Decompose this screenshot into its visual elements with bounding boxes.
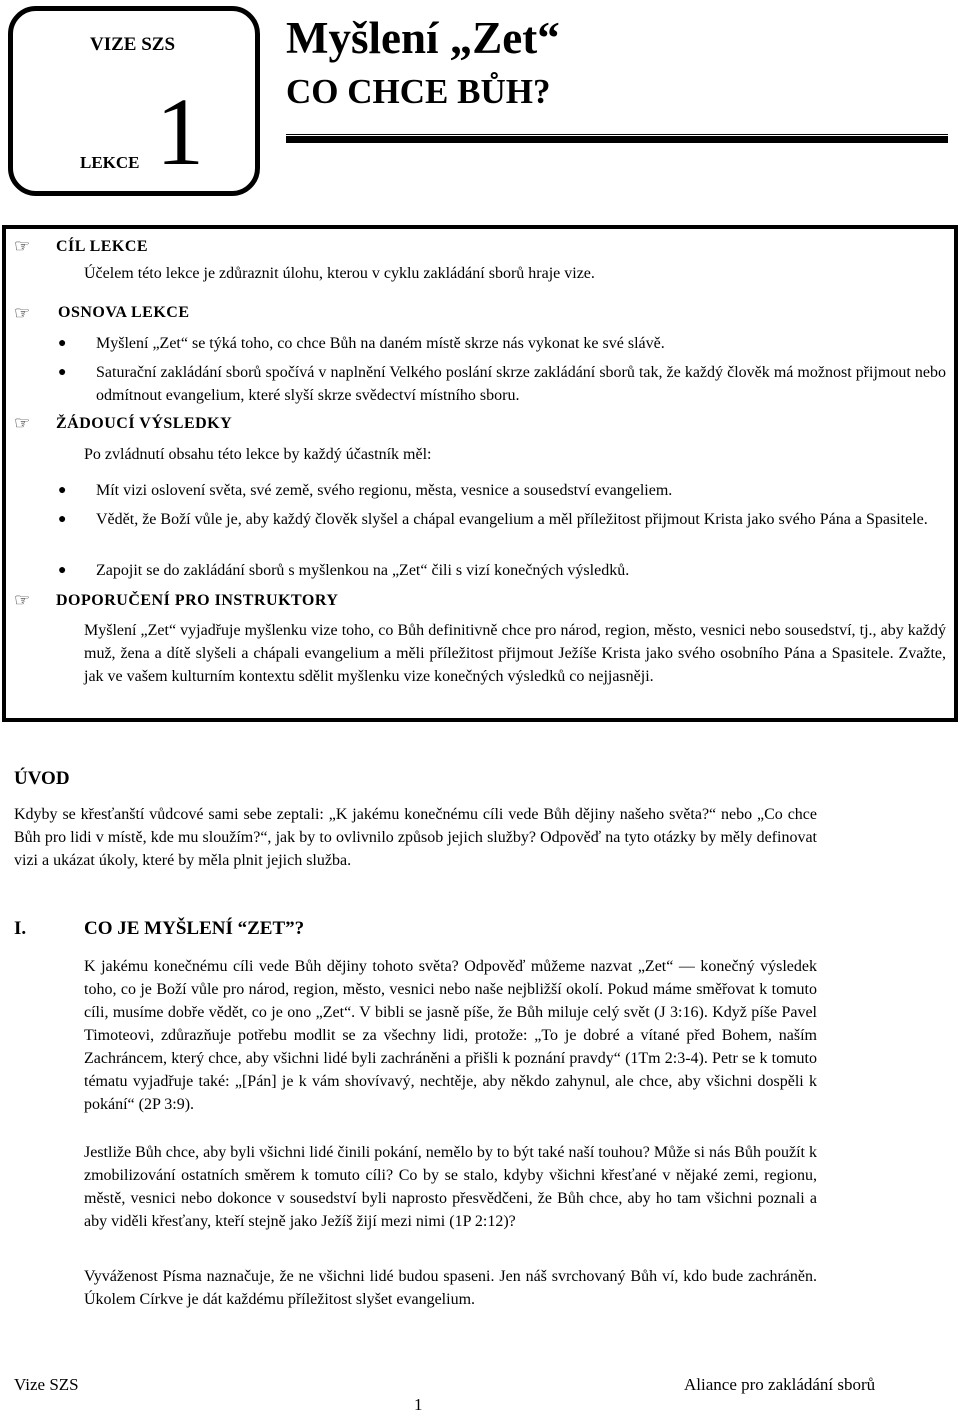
section-number: I. xyxy=(14,918,27,939)
outline-bullet-2: Saturační zakládání sborů spočívá v naplnění Velkého poslání skrze zakládání sborů tak, že každý člověk má možnost přijmout nebo odmítnout evangelium, které slyší skrze svědectví místního sboru. xyxy=(96,364,946,404)
recommendations-text: Myšlení „Zet“ vyjadřuje myšlenku vize toho, co Bůh definitivně chce pro národ, region, město, vesnici nebo sousedství, tj., aby každý muž, žena a dítě slyšeli a chápali evangelium a měli příležitost přijmout Ježíše Krista jako svého osobního Pána a Spasitele. Zvažte, jak ve vašem kulturním kontextu sdělit myšlenku vize konečných výsledků co nejjasněji. xyxy=(84,622,946,685)
title-rule-thick xyxy=(286,136,948,143)
pointing-hand-icon: ☞ xyxy=(14,303,31,323)
recommendations-heading: DOPORUČENÍ PRO INSTRUKTORY xyxy=(56,592,339,609)
section-heading: CO JE MYŠLENÍ “ZET”? xyxy=(84,918,305,939)
outcomes-intro: Po zvládnutí obsahu této lekce by každý účastník měl: xyxy=(84,446,432,463)
page-title: Myšlení „Zet“ xyxy=(286,13,560,63)
section-paragraph-2: Jestliže Bůh chce, aby byli všichni lidé činili pokání, nemělo by to být také naší touhou? Může si nás Bůh použít k zmobilizování ostatních směrem k tomuto cíli? Co by se stalo, kdyby všichni křesťané v nějaké zemi, regionu, městě, vesnici nebo dokonce v sousedství byli naprosto přesvědčeni, že Bůh chce, aby ho tam všichni poznali a aby viděli křesťany, kteří stejně jako Ježíš žijí mezi nimi (1P 2:12)? xyxy=(84,1144,817,1230)
footer-left: Vize SZS xyxy=(14,1375,79,1394)
page-subtitle: CO CHCE BŮH? xyxy=(286,72,551,111)
goal-text: Účelem této lekce je zdůraznit úlohu, kterou v cyklu zakládání sborů hraje vize. xyxy=(84,265,595,282)
lesson-number: 1 xyxy=(156,78,204,185)
outcome-bullet-1: Mít vizi oslovení světa, své země, svého regionu, města, vesnice a sousedství evangeliem. xyxy=(96,482,673,499)
pointing-hand-icon: ☞ xyxy=(14,236,31,256)
section-paragraph-1: K jakému konečnému cíli vede Bůh dějiny tohoto světa? Odpověď můžeme nazvat „Zet“ — konečný výsledek toho, co je Boží vůle pro národ, region, město, vesnici nebo naše nejbližší okolí. Pokud máme směřovat k tomuto cíli, musíme dobře vědět, co je ono „Zet“. V bibli se jasně píše, že Bůh miluje celý svět (J 3:16). Když píše Pavel Timoteovi, zdůrazňuje potřebu modlit se za všechny lidi, protože: „To je dobré a vítané před Bohem, naším Zachráncem, který chce, aby všichni lidé byli zachráněni a přišli k poznání pravdy“ (1Tm 2:3-4). Petr se k tomuto tématu vyjadřuje také: „[Pán] je k vám shovívavý, nechtěje, aby někdo zahynul, ale chce, aby všichni dospěli k pokání“ (2P 3:9). xyxy=(84,958,817,1113)
series-name: VIZE SZS xyxy=(90,34,176,55)
bullet-icon: ● xyxy=(58,365,67,380)
title-rule-thin xyxy=(286,134,948,135)
lesson-label: LEKCE xyxy=(80,153,140,172)
outline-bullet-1: Myšlení „Zet“ se týká toho, co chce Bůh na daném místě skrze nás vykonat ke své slávě. xyxy=(96,335,665,352)
footer-right: Aliance pro zakládání sborů xyxy=(684,1375,876,1394)
outcomes-heading: ŽÁDOUCÍ VÝSLEDKY xyxy=(56,415,233,432)
outline-heading: OSNOVA LEKCE xyxy=(58,304,190,321)
outcome-bullet-2: Vědět, že Boží vůle je, aby každý člověk slyšel a chápal evangelium a měl příležitost přijmout Krista jako svého Pána a Spasitele. xyxy=(96,511,928,528)
bullet-icon: ● xyxy=(58,483,67,498)
outcome-bullet-3: Zapojit se do zakládání sborů s myšlenkou na „Zet“ čili s vizí konečných výsledků. xyxy=(96,562,630,579)
pointing-hand-icon: ☞ xyxy=(14,590,31,610)
page-number: 1 xyxy=(414,1395,423,1414)
bullet-icon: ● xyxy=(58,336,67,351)
section-paragraph-3: Vyváženost Písma naznačuje, že ne všichni lidé budou spaseni. Jen náš svrchovaný Bůh ví, kdo bude zachráněn. Úkolem Církve je dát každému příležitost slyšet evangelium. xyxy=(84,1268,817,1308)
intro-text: Kdyby se křesťanští vůdcové sami sebe zeptali: „K jakému konečnému cíli vede Bůh dějiny našeho světa?“ nebo „Co chce Bůh pro lidi v místě, kde mu sloužím?“, jak by to ovlivnilo způsob jejich služby? Odpověď na tyto otázky by měly definovat vizi a ukázat úkoly, které by měla plnit jejich služba. xyxy=(14,806,817,869)
pointing-hand-icon: ☞ xyxy=(14,413,31,433)
goal-heading: CÍL LEKCE xyxy=(56,238,149,255)
bullet-icon: ● xyxy=(58,512,67,527)
intro-heading: ÚVOD xyxy=(14,768,70,789)
bullet-icon: ● xyxy=(58,563,67,578)
